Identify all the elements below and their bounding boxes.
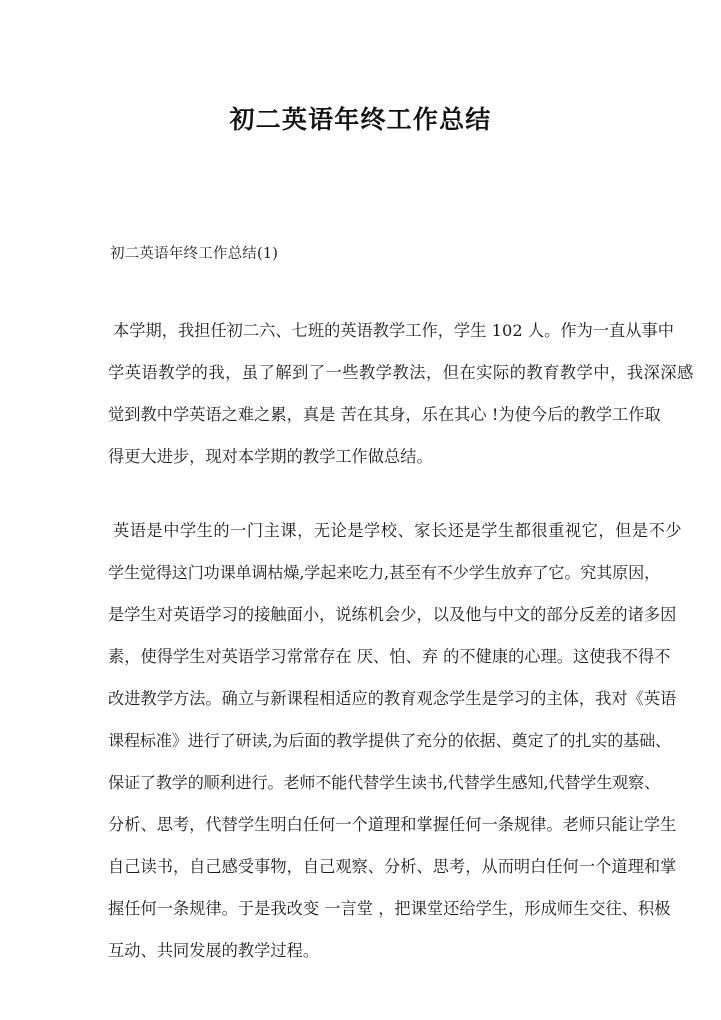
paragraph-line: 素，使得学生对英语学习常常存在 厌、怕、弃 的不健康的心理。这使我不得不: [108, 647, 671, 666]
paragraph-line: 学生觉得这门功课单调枯燥,学起来吃力,甚至有不少学生放弃了它。究其原因，: [108, 563, 661, 582]
paragraph-line: 课程标准》进行了研读,为后面的教学提供了充分的依据、奠定了的扎实的基础、: [108, 731, 671, 750]
paragraph-line: 是学生对英语学习的接触面小，说练机会少，以及他与中文的部分反差的诸多因: [108, 605, 677, 624]
document-subtitle: 初二英语年终工作总结(1): [110, 246, 279, 262]
paragraph-line: 本学期，我担任初二六、七班的英语教学工作，学生 102 人。作为一直从事中: [113, 321, 675, 340]
paragraph-line: 改进教学方法。确立与新课程相适应的教育观念学生是学习的主体，我对《英语: [108, 689, 677, 708]
paragraph-line: 自己读书，自己感受事物，自己观察、分析、思考，从而明白任何一个道理和掌: [108, 857, 677, 876]
paragraph-line: 觉到教中学英语之难之累，真是 苦在其身，乐在其心 !为使今后的教学工作取: [108, 405, 661, 424]
paragraph-line: 互动、共同发展的教学过程。: [108, 941, 320, 960]
paragraph-2: [0, 510, 721, 972]
paragraph-line: 英语是中学生的一门主课，无论是学校、家长还是学生都很重视它，但是不少: [113, 521, 683, 540]
paragraph-line: 分析、思考，代替学生明白任何一个道理和掌握任何一条规律。老师只能让学生: [108, 815, 677, 834]
paragraph-line: 得更大进步，现对本学期的教学工作做总结。: [108, 447, 433, 466]
paragraph-line: 保证了教学的顺利进行。老师不能代替学生读书,代替学生感知,代替学生观察、: [108, 773, 661, 792]
paragraph-1: [0, 310, 721, 478]
paragraph-line: 握任何一条规律。于是我改变 一言堂 ，把课堂还给学生，形成师生交往、积极: [108, 899, 671, 918]
paragraph-line: 学英语教学的我，虽了解到了一些教学教法，但在实际的教育教学中，我深深感: [108, 363, 694, 382]
page-title: 初二英语年终工作总结: [229, 104, 492, 134]
